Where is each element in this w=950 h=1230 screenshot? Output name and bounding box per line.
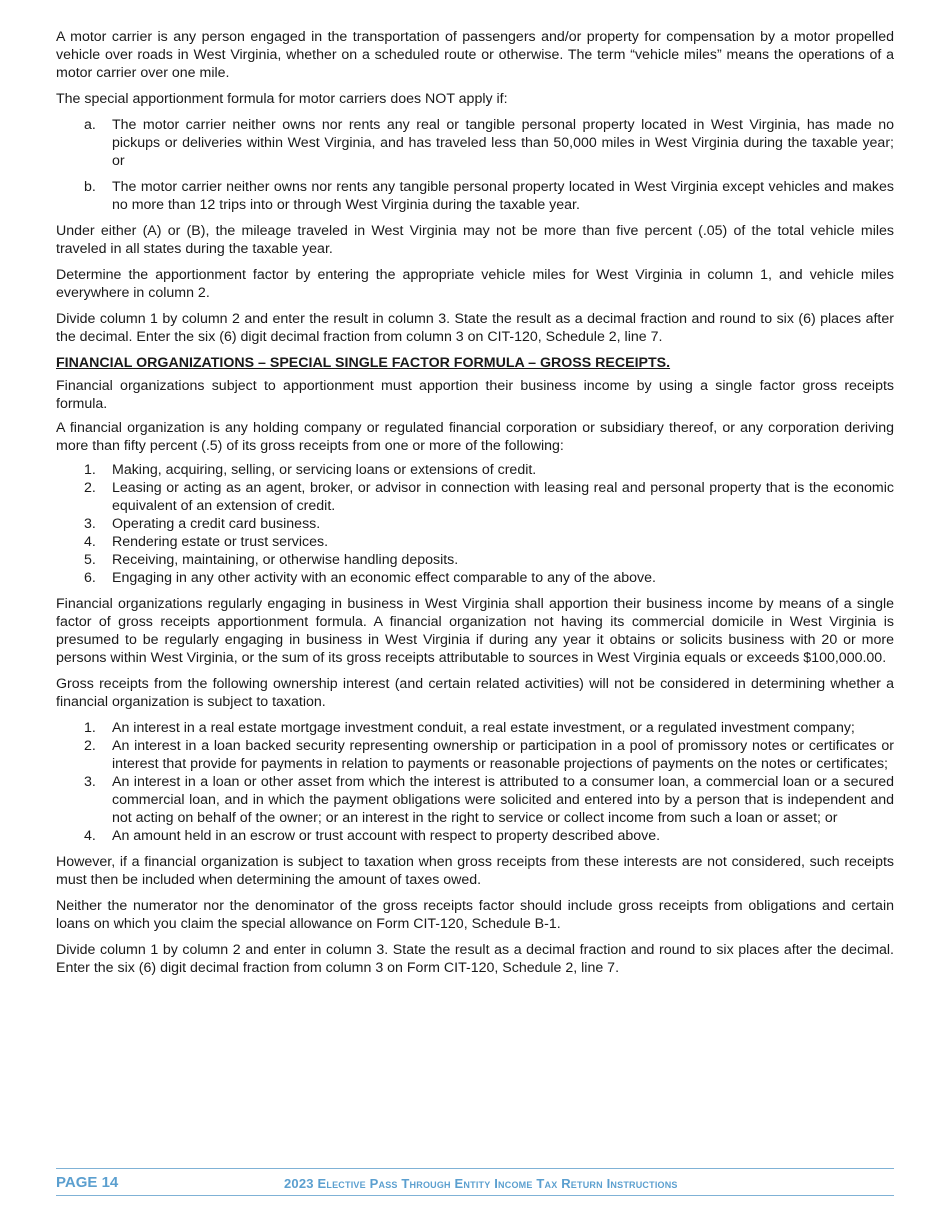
list-item: 1. Making, acquiring, selling, or servicing loans or extensions of credit. <box>84 462 537 478</box>
list-item: 4. Rendering estate or trust services. <box>84 534 329 550</box>
taxation-inclusion-paragraph: However, if a financial organization is subject to taxation when gross receipts from these interests are not considered, such receipts must then be included when determining the amount of taxes owed. <box>56 854 894 888</box>
document-body <box>56 28 894 985</box>
numerator-denominator-paragraph: Neither the numerator nor the denominator of the gross receipts factor should include gross receipts from obligations and certain loans on which you claim the special allowance on Form CIT-120, Schedule B-1. <box>56 898 894 932</box>
exception-list <box>56 116 894 214</box>
activity-list <box>56 461 894 587</box>
motor-carrier-definition: A motor carrier is any person engaged in the transportation of passengers and/or property for compensation by a motor propelled vehicle over roads in West Virginia, whether on a scheduled route or otherwise. The term “vehicle miles” means the operations of a motor carrier over one mile. <box>56 29 894 81</box>
list-item: 6. Engaging in any other activity with an economic effect comparable to any of the above. <box>84 570 656 586</box>
mileage-limit-paragraph: Under either (A) or (B), the mileage traveled in West Virginia may not be more than five percent (.05) of the total vehicle miles traveled in all states during the taxable year. <box>56 223 894 257</box>
apportionment-factor-paragraph: Determine the apportionment factor by entering the appropriate vehicle miles for West Virginia in column 1, and vehicle miles everywhere in column 2. <box>56 267 894 301</box>
financial-org-paragraph: Financial organizations subject to apportionment must apportion their business income by using a single factor gross receipts formula. <box>56 378 894 412</box>
regular-business-paragraph: Financial organizations regularly engaging in business in West Virginia shall apportion their business income by means of a single factor of gross receipts apportionment formula. A financial organization not having its commercial domicile in West Virginia is presumed to be regularly engaging in business in West Virginia if during any year it obtains or solicits business with 20 or more persons within West Virginia, or the sum of its gross receipts attributable to sources in West Virginia equals or exceeds $100,000.00. <box>56 596 894 666</box>
document-title: 2023 Elective Pass Through Entity Income Tax Return Instructions <box>284 1176 678 1191</box>
list-item: 1. An interest in a real estate mortgage investment conduit, a real estate investment, or a regulated investment company; <box>84 720 855 736</box>
list-item: 2. Leasing or acting as an agent, broker, or advisor in connection with leasing real and personal property that is the economic equivalent of an extension of credit. <box>84 480 894 514</box>
list-item: 5. Receiving, maintaining, or otherwise handling deposits. <box>84 552 459 568</box>
interest-list <box>56 719 894 845</box>
financial-org-definition: A financial organization is any holding company or regulated financial corporation or subsidiary thereof, or any corporation deriving more than fifty percent (.5) of its gross receipts from one or more of the following: <box>56 420 894 454</box>
list-item: 4. An amount held in an escrow or trust account with respect to property described above. <box>84 828 661 844</box>
list-item: 3. An interest in a loan or other asset from which the interest is attributed to a consumer loan, a commercial loan or a secured commercial loan, and in which the payment obligations were solicited and entered into by a person that is independent and not acting on behalf of the owner; or an interest in the right to service or collect income from such a loan or asset; or <box>84 774 894 826</box>
page-footer <box>56 1168 894 1196</box>
list-item: a. The motor carrier neither owns nor rents any real or tangible personal property located in West Virginia, has made no pickups or deliveries within West Virginia, and has traveled less than 50,000 miles in West Virginia during the taxable year; or <box>84 117 894 169</box>
list-item: b. The motor carrier neither owns nor rents any tangible personal property located in West Virginia except vehicles and makes no more than 12 trips into or through West Virginia during the taxable year. <box>84 179 894 213</box>
divide-columns-paragraph: Divide column 1 by column 2 and enter the result in column 3. State the result as a decimal fraction and round to six (6) places after the decimal. Enter the six (6) digit decimal fraction from column 3 on CIT-120, Schedule 2, line 7. <box>56 311 894 345</box>
ownership-interest-paragraph: Gross receipts from the following ownership interest (and certain related activities) will not be considered in determining whether a financial organization is subject to taxation. <box>56 676 894 710</box>
formula-exception-intro: The special apportionment formula for motor carriers does NOT apply if: <box>56 91 508 107</box>
list-item: 3. Operating a credit card business. <box>84 516 321 532</box>
list-item: 2. An interest in a loan backed security representing ownership or participation in a pool of promissory notes or certificates or interest that provide for payments in relation to payments or reasonable projections of payments on the notes or certificates; <box>84 738 894 772</box>
page-number: PAGE 14 <box>56 1174 119 1191</box>
divide-columns-paragraph: Divide column 1 by column 2 and enter in column 3. State the result as a decimal fraction and round to six places after the decimal. Enter the six (6) digit decimal fraction from column 3 on Form CIT-120, Schedule 2, line 7. <box>56 942 894 976</box>
section-heading: FINANCIAL ORGANIZATIONS – SPECIAL SINGLE FACTOR FORMULA – GROSS RECEIPTS. <box>56 355 671 371</box>
